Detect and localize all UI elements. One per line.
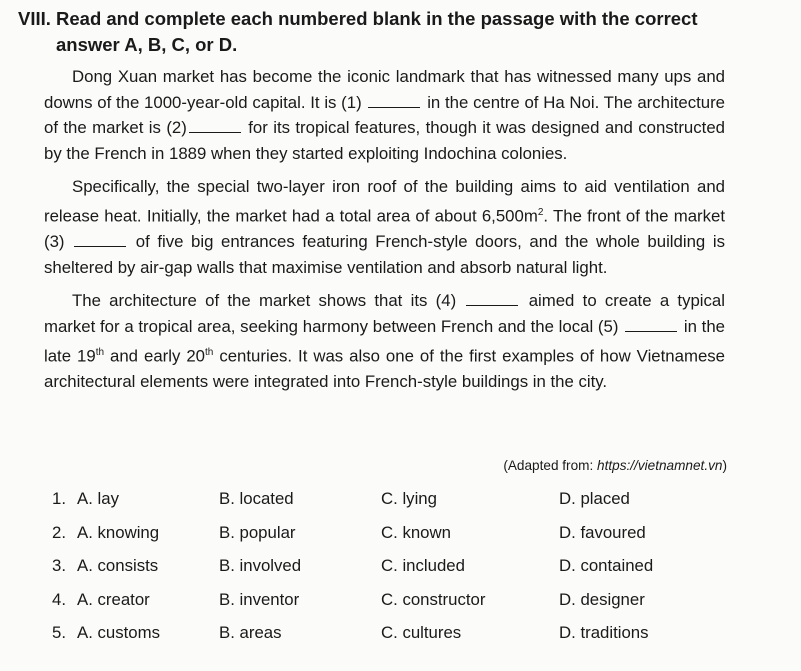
paragraph-text: and early 20 bbox=[104, 346, 206, 366]
question-number: 2. bbox=[52, 522, 66, 542]
option-a: A. customs bbox=[77, 623, 160, 642]
option-d: D. favoured bbox=[559, 522, 646, 542]
superscript: th bbox=[95, 346, 105, 358]
option-a: A. lay bbox=[77, 489, 119, 508]
question-number: 1. bbox=[52, 489, 66, 508]
option-c: C. cultures bbox=[381, 623, 462, 642]
option-c: C. included bbox=[381, 556, 465, 575]
passage-paragraph-2 bbox=[44, 174, 725, 280]
question-row-1 bbox=[52, 487, 752, 521]
question-number: 5. bbox=[52, 623, 66, 642]
option-b: B. areas bbox=[219, 623, 282, 642]
question-row-5 bbox=[52, 621, 752, 655]
superscript: 2 bbox=[537, 206, 544, 218]
paragraph-text: Specifically, the special two-layer iron roof of the building aims to aid ventilation and release heat. Initially, the market had a total area of about 6,500m bbox=[44, 177, 725, 226]
passage-paragraph-3 bbox=[44, 288, 725, 394]
blank-5 bbox=[625, 317, 677, 332]
section-number: VIII. bbox=[18, 8, 51, 29]
option-a: A. consists bbox=[77, 556, 159, 575]
section-instruction: Read and complete each numbered blank in the passage with the correct answer A, B, C, or D. bbox=[56, 8, 698, 55]
option-b: B. located bbox=[219, 489, 294, 508]
source-prefix: (Adapted from: bbox=[503, 458, 598, 473]
option-a: A. knowing bbox=[77, 522, 160, 542]
answer-options bbox=[52, 487, 752, 655]
question-row-2 bbox=[52, 521, 752, 555]
blank-3 bbox=[74, 232, 126, 247]
option-c: C. lying bbox=[381, 489, 437, 508]
option-b: B. involved bbox=[219, 556, 302, 575]
option-a: A. creator bbox=[77, 589, 150, 609]
paragraph-text: The architecture of the market shows that its (4) bbox=[72, 291, 457, 311]
paragraph-text: in the late 19 bbox=[44, 316, 725, 366]
option-d: D. contained bbox=[559, 556, 654, 575]
paragraph-text: for its tropical features, though it was designed and constructed by the French in 1889 when they started exploiting Indochina colonies. bbox=[44, 118, 725, 163]
paragraph-text: of five big entrances featuring French-style doors, and the whole building is sheltered by air-gap walls that maximise ventilation and absorb natural light. bbox=[44, 232, 725, 277]
section-heading bbox=[18, 6, 758, 58]
option-d: D. traditions bbox=[559, 623, 649, 642]
source-url: https://vietnamnet.vn bbox=[597, 458, 723, 473]
paragraph-text: aimed to create a typical market for a tropical area, seeking harmony between French and the local (5) bbox=[44, 291, 725, 336]
reading-passage bbox=[44, 64, 725, 402]
blank-2 bbox=[189, 118, 241, 133]
question-row-3 bbox=[52, 554, 752, 588]
option-c: C. constructor bbox=[381, 589, 486, 609]
question-row-4 bbox=[52, 588, 752, 622]
source-suffix: ) bbox=[722, 458, 727, 473]
blank-1 bbox=[368, 93, 420, 108]
source-citation bbox=[503, 457, 727, 475]
superscript: th bbox=[205, 346, 214, 358]
question-number: 4. bbox=[52, 589, 66, 609]
paragraph-text: centuries. It was also one of the first examples of how Vietnamese architectural elements were integrated into French-style buildings in the city. bbox=[44, 346, 725, 391]
paragraph-text: in the centre of Ha Noi. The architecture of the market is (2) bbox=[44, 92, 726, 138]
option-c: C. known bbox=[381, 522, 451, 542]
paragraph-text: . The front of the market (3) bbox=[44, 206, 726, 252]
blank-4 bbox=[466, 291, 518, 306]
option-b: B. popular bbox=[219, 522, 296, 542]
option-b: B. inventor bbox=[219, 589, 300, 609]
passage-paragraph-1 bbox=[44, 64, 725, 166]
option-d: D. placed bbox=[559, 489, 630, 508]
question-number: 3. bbox=[52, 556, 66, 575]
paragraph-text: Dong Xuan market has become the iconic landmark that has witnessed many ups and downs of the 1000-year-old capital. It is (1) bbox=[44, 67, 725, 112]
option-d: D. designer bbox=[559, 589, 645, 609]
